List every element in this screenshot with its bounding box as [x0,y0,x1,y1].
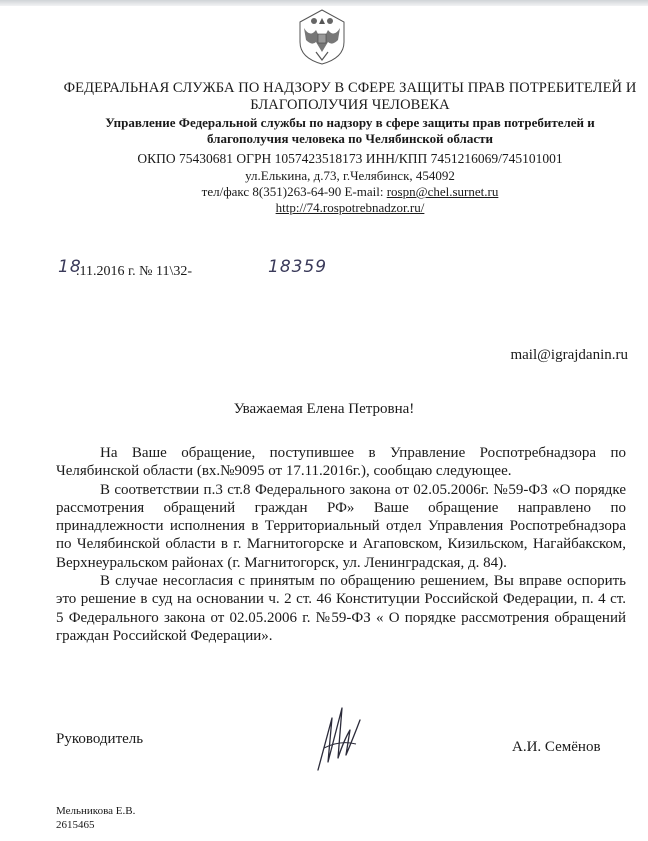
registry-codes: ОКПО 75430681 ОГРН 1057423518173 ИНН/КПП 7451216069/745101001 [137,151,563,166]
postal-address: ул.Елькина, д.73, г.Челябинск, 454092 [245,168,455,183]
handwritten-day: 18 [58,257,82,277]
phone-fax: тел/факс 8(351)263-64-90 E-mail: [201,184,387,199]
handwritten-signature [310,700,370,775]
executor-block [56,804,135,832]
paragraph-2: В соответствии п.3 ст.8 Федерального закона от 02.05.2006г. №59-ФЗ «О порядке рассмотрения обращений граждан РФ» Ваше обращение направлено по принадлежности исполнения в Территориальный отдел Управления Роспотребнадзора по Челябинской области в г. Магнитогорске и Агаповском, Кизильском, Нагайбакском, Верхнеуральском районах (г. Магнитогорск, ул. Ленинградская, д. 84). [56,481,626,571]
website-line [120,199,580,216]
agency-name: ФЕДЕРАЛЬНАЯ СЛУЖБА ПО НАДЗОРУ В СФЕРЕ ЗАЩИТЫ ПРАВ ПОТРЕБИТЕЛЕЙ И БЛАГОПОЛУЧИЯ ЧЕЛОВЕКА [63,80,637,113]
registration-date: .11.2016 г. № 11\32- [76,264,193,279]
website-link[interactable]: http://74.rospotrebnadzor.ru/ [275,200,425,215]
signer-name: А.И. Семёнов [512,739,601,755]
handwritten-reg-number: 18359 [268,257,328,277]
contact-line [120,183,580,200]
executor-phone: 2615465 [56,819,95,831]
letter-body [56,444,626,645]
paragraph-1: На Ваше обращение, поступившее в Управление Роспотребнадзора по Челябинской области (вх.№9095 от 17.11.2016г.), сообщаю следующее. [56,445,626,480]
registration-line [58,257,328,281]
coat-of-arms-emblem-icon [294,8,350,66]
email-link[interactable]: rospn@chel.surnet.ru [386,184,499,199]
recipient-email: mail@igrajdanin.ru [510,347,628,363]
greeting: Уважаемая Елена Петровна! [233,401,415,417]
signer-role: Руководитель [56,731,144,747]
executor-name: Мельникова Е.В. [56,805,136,817]
scan-top-edge [0,0,648,6]
department-name: Управление Федеральной службы по надзору в сфере защиты прав потребителей и благополучия человека по Челябинской области [105,115,595,146]
paragraph-3: В случае несогласия с принятым по обращению решением, Вы вправе оспорить это решение в суд на основании ч. 2 ст. 46 Конституции Российской Федерации, п. 4 ст. 5 Федерального закона от 02.05.2006 г. №59-ФЗ « О порядке рассмотрения обращений граждан Российской Федерации». [56,573,626,644]
